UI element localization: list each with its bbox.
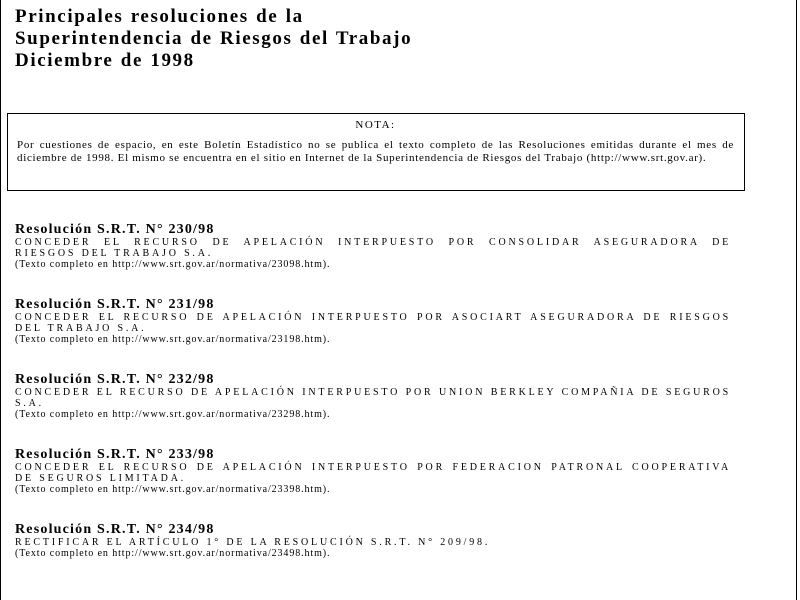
resolution-description: CONCEDER EL RECURSO DE APELACIÓN INTERPUESTO POR ASOCIART ASEGURADORA DE RIESGOS DEL TRABAJO S.A.: [15, 312, 731, 334]
resolution-item: [15, 222, 731, 297]
resolution-title: Resolución S.R.T. N° 233/98: [15, 447, 215, 462]
resolution-title: Resolución S.R.T. N° 234/98: [15, 522, 215, 537]
title-line: Principales resoluciones de la: [15, 6, 304, 27]
resolution-description: CONCEDER EL RECURSO DE APELACIÓN INTERPUESTO POR CONSOLIDAR ASEGURADORA DE RIESGOS DEL TRABAJO S.A.: [15, 237, 731, 259]
title-line: Diciembre de 1998: [15, 50, 195, 71]
resolution-link: (Texto completo en http://www.srt.gov.ar/normativa/23098.htm).: [15, 259, 331, 270]
resolution-link: (Texto completo en http://www.srt.gov.ar/normativa/23298.htm).: [15, 409, 331, 420]
page-title: [15, 6, 412, 72]
resolution-title: Resolución S.R.T. N° 230/98: [15, 222, 215, 237]
resolution-item: [15, 297, 731, 372]
resolution-link: (Texto completo en http://www.srt.gov.ar/normativa/23498.htm).: [15, 548, 331, 559]
resolution-description: RECTIFICAR EL ARTÍCULO 1° DE LA RESOLUCIÓN S.R.T. N° 209/98.: [15, 537, 491, 548]
resolution-title: Resolución S.R.T. N° 232/98: [15, 372, 215, 387]
resolution-item: [15, 372, 731, 447]
resolution-description: CONCEDER EL RECURSO DE APELACIÓN INTERPUESTO POR FEDERACION PATRONAL COOPERATIVA DE SEGUROS LIMITADA.: [15, 462, 731, 484]
resolution-item: [15, 447, 731, 522]
nota-box: [7, 113, 745, 191]
nota-heading: NOTA:: [355, 119, 396, 131]
resolution-title: Resolución S.R.T. N° 231/98: [15, 297, 215, 312]
resolution-description: CONCEDER EL RECURSO DE APELACIÓN INTERPUESTO POR UNION BERKLEY COMPAÑIA DE SEGUROS S.A.: [15, 387, 731, 409]
resolutions-list: [15, 222, 731, 597]
resolution-item: [15, 522, 731, 597]
resolution-link: (Texto completo en http://www.srt.gov.ar/normativa/23198.htm).: [15, 334, 331, 345]
title-line: Superintendencia de Riesgos del Trabajo: [15, 28, 413, 49]
nota-text: Por cuestiones de espacio, en este Boletín Estadístico no se publica el texto completo de las Resoluciones emitidas durante el mes de diciembre de 1998. El mismo se encuentra en el sitio en Internet de la Superintendencia de Riesgos del Trabajo (http://www.srt.gov.ar).: [17, 139, 734, 164]
resolution-link: (Texto completo en http://www.srt.gov.ar/normativa/23398.htm).: [15, 484, 331, 495]
